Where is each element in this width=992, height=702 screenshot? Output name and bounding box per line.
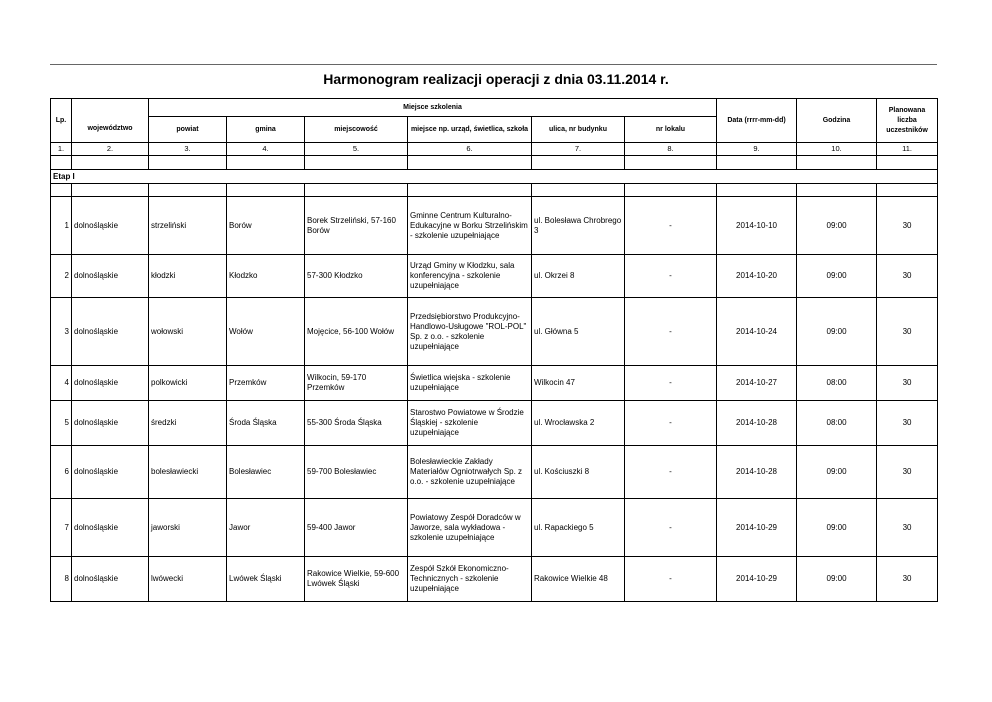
cell-gmina: Bolesławiec (227, 446, 305, 499)
cell-miejsce: Gminne Centrum Kulturalno-Edukacyjne w Borku Strzelińskim - szkolenie uzupełniające (408, 197, 532, 255)
cell-lp: 6 (51, 446, 72, 499)
cell-lp: 7 (51, 499, 72, 557)
cell-wojewodztwo: dolnośląskie (72, 255, 149, 298)
cell-wojewodztwo: dolnośląskie (72, 446, 149, 499)
table-row (51, 255, 938, 298)
cell-powiat: jaworski (149, 499, 227, 557)
column-number: 11. (877, 143, 938, 156)
cell-data: 2014-10-29 (717, 499, 797, 557)
header-miejsce-szkolenia: Miejsce szkolenia (149, 99, 717, 117)
cell-godzina: 09:00 (797, 255, 877, 298)
cell-powiat: lwówecki (149, 557, 227, 602)
cell-miejsce: Starostwo Powiatowe w Środzie Śląskiej - szkolenie uzupełniające (408, 401, 532, 446)
cell-wojewodztwo: dolnośląskie (72, 499, 149, 557)
column-number: 2. (72, 143, 149, 156)
schedule-body (51, 143, 938, 602)
cell-miejsce: Świetlica wiejska - szkolenie uzupełniające (408, 366, 532, 401)
table-row (51, 298, 938, 366)
cell-miejscowosc: Rakowice Wielkie, 59-600 Lwówek Śląski (305, 557, 408, 602)
cell-miejscowosc: Wilkocin, 59-170 Przemków (305, 366, 408, 401)
top-rule (50, 64, 937, 65)
cell-gmina: Środa Śląska (227, 401, 305, 446)
cell-nr-lokalu: - (625, 401, 717, 446)
cell-data: 2014-10-29 (717, 557, 797, 602)
header-lp: Lp. (51, 99, 72, 143)
cell-ulica: Wilkocin 47 (532, 366, 625, 401)
cell-miejscowosc: 57-300 Kłodzko (305, 255, 408, 298)
header-miejsce: miejsce np. urząd, świetlica, szkoła (408, 117, 532, 143)
table-row (51, 557, 938, 602)
cell-liczba: 30 (877, 255, 938, 298)
cell-lp: 3 (51, 298, 72, 366)
cell-data: 2014-10-10 (717, 197, 797, 255)
header-miejscowosc: miejscowość (305, 117, 408, 143)
column-number: 6. (408, 143, 532, 156)
cell-data: 2014-10-24 (717, 298, 797, 366)
cell-ulica: ul. Wrocławska 2 (532, 401, 625, 446)
table-row (51, 366, 938, 401)
cell-godzina: 09:00 (797, 446, 877, 499)
column-number: 1. (51, 143, 72, 156)
cell-ulica: ul. Rapackiego 5 (532, 499, 625, 557)
schedule-table (50, 98, 938, 602)
column-number: 9. (717, 143, 797, 156)
spacer-row (51, 156, 938, 170)
cell-lp: 8 (51, 557, 72, 602)
cell-gmina: Przemków (227, 366, 305, 401)
cell-liczba: 30 (877, 197, 938, 255)
cell-liczba: 30 (877, 401, 938, 446)
column-number: 8. (625, 143, 717, 156)
cell-miejsce: Powiatowy Zespół Doradców w Jaworze, sala wykładowa - szkolenie uzupełniające (408, 499, 532, 557)
cell-powiat: wołowski (149, 298, 227, 366)
cell-lp: 5 (51, 401, 72, 446)
cell-wojewodztwo: dolnośląskie (72, 366, 149, 401)
cell-ulica: ul. Główna 5 (532, 298, 625, 366)
cell-lp: 4 (51, 366, 72, 401)
cell-lp: 2 (51, 255, 72, 298)
column-number: 4. (227, 143, 305, 156)
header-wojewodztwo: województwo (72, 117, 149, 143)
cell-wojewodztwo: dolnośląskie (72, 401, 149, 446)
cell-gmina: Lwówek Śląski (227, 557, 305, 602)
column-number: 5. (305, 143, 408, 156)
column-number: 7. (532, 143, 625, 156)
cell-data: 2014-10-27 (717, 366, 797, 401)
cell-wojewodztwo: dolnośląskie (72, 298, 149, 366)
cell-miejscowosc: 55-300 Środa Śląska (305, 401, 408, 446)
cell-nr-lokalu: - (625, 255, 717, 298)
cell-liczba: 30 (877, 366, 938, 401)
cell-miejsce: Bolesławieckie Zakłady Materiałów Ogniotrwałych Sp. z o.o. - szkolenie uzupełniające (408, 446, 532, 499)
column-number: 3. (149, 143, 227, 156)
spacer-row (51, 184, 938, 197)
cell-lp: 1 (51, 197, 72, 255)
header-powiat: powiat (149, 117, 227, 143)
etap-row (51, 170, 938, 184)
cell-miejsce: Urząd Gminy w Kłodzku, sala konferencyjna - szkolenie uzupełniające (408, 255, 532, 298)
column-number: 10. (797, 143, 877, 156)
header-godzina: Godzina (797, 99, 877, 143)
cell-miejsce: Zespół Szkół Ekonomiczno-Technicznych - szkolenie uzupełniające (408, 557, 532, 602)
cell-godzina: 09:00 (797, 298, 877, 366)
header-row-top (51, 99, 938, 117)
cell-miejscowosc: 59-700 Bolesławiec (305, 446, 408, 499)
cell-data: 2014-10-20 (717, 255, 797, 298)
cell-godzina: 08:00 (797, 401, 877, 446)
cell-liczba: 30 (877, 499, 938, 557)
cell-powiat: kłodzki (149, 255, 227, 298)
cell-nr-lokalu: - (625, 446, 717, 499)
document-title: Harmonogram realizacji operacji z dnia 03.11.2014 r. (323, 71, 669, 87)
header-ulica: ulica, nr budynku (532, 117, 625, 143)
cell-nr-lokalu: - (625, 298, 717, 366)
column-numbers-row (51, 143, 938, 156)
cell-powiat: polkowicki (149, 366, 227, 401)
cell-gmina: Wołów (227, 298, 305, 366)
cell-ulica: Rakowice Wielkie 48 (532, 557, 625, 602)
cell-wojewodztwo: dolnośląskie (72, 557, 149, 602)
cell-ulica: ul. Kościuszki 8 (532, 446, 625, 499)
header-data: Data (rrrr-mm-dd) (717, 99, 797, 143)
header-planowana: Planowana liczba uczestników (877, 99, 938, 143)
cell-nr-lokalu: - (625, 197, 717, 255)
cell-godzina: 09:00 (797, 557, 877, 602)
cell-gmina: Jawor (227, 499, 305, 557)
cell-data: 2014-10-28 (717, 446, 797, 499)
cell-liczba: 30 (877, 446, 938, 499)
cell-gmina: Kłodzko (227, 255, 305, 298)
table-row (51, 401, 938, 446)
cell-miejsce: Przedsiębiorstwo Produkcyjno-Handlowo-Usługowe "ROL-POL" Sp. z o.o. - szkolenie uzupełniające (408, 298, 532, 366)
cell-liczba: 30 (877, 557, 938, 602)
cell-godzina: 08:00 (797, 366, 877, 401)
header-gmina: gmina (227, 117, 305, 143)
cell-powiat: bolesławiecki (149, 446, 227, 499)
cell-ulica: ul. Bolesława Chrobrego 3 (532, 197, 625, 255)
cell-nr-lokalu: - (625, 499, 717, 557)
cell-wojewodztwo: dolnośląskie (72, 197, 149, 255)
cell-ulica: ul. Okrzei 8 (532, 255, 625, 298)
cell-liczba: 30 (877, 298, 938, 366)
etap-label: Etap I (51, 170, 938, 184)
table-row (51, 197, 938, 255)
cell-miejscowosc: Borek Strzeliński, 57-160 Borów (305, 197, 408, 255)
cell-data: 2014-10-28 (717, 401, 797, 446)
cell-miejscowosc: 59-400 Jawor (305, 499, 408, 557)
header-empty-left (72, 99, 149, 117)
header-nr-lokalu: nr lokalu (625, 117, 717, 143)
cell-godzina: 09:00 (797, 197, 877, 255)
cell-miejscowosc: Mojęcice, 56-100 Wołów (305, 298, 408, 366)
table-row (51, 499, 938, 557)
cell-powiat: strzeliński (149, 197, 227, 255)
cell-nr-lokalu: - (625, 366, 717, 401)
cell-powiat: średzki (149, 401, 227, 446)
cell-godzina: 09:00 (797, 499, 877, 557)
table-row (51, 446, 938, 499)
cell-nr-lokalu: - (625, 557, 717, 602)
cell-gmina: Borów (227, 197, 305, 255)
